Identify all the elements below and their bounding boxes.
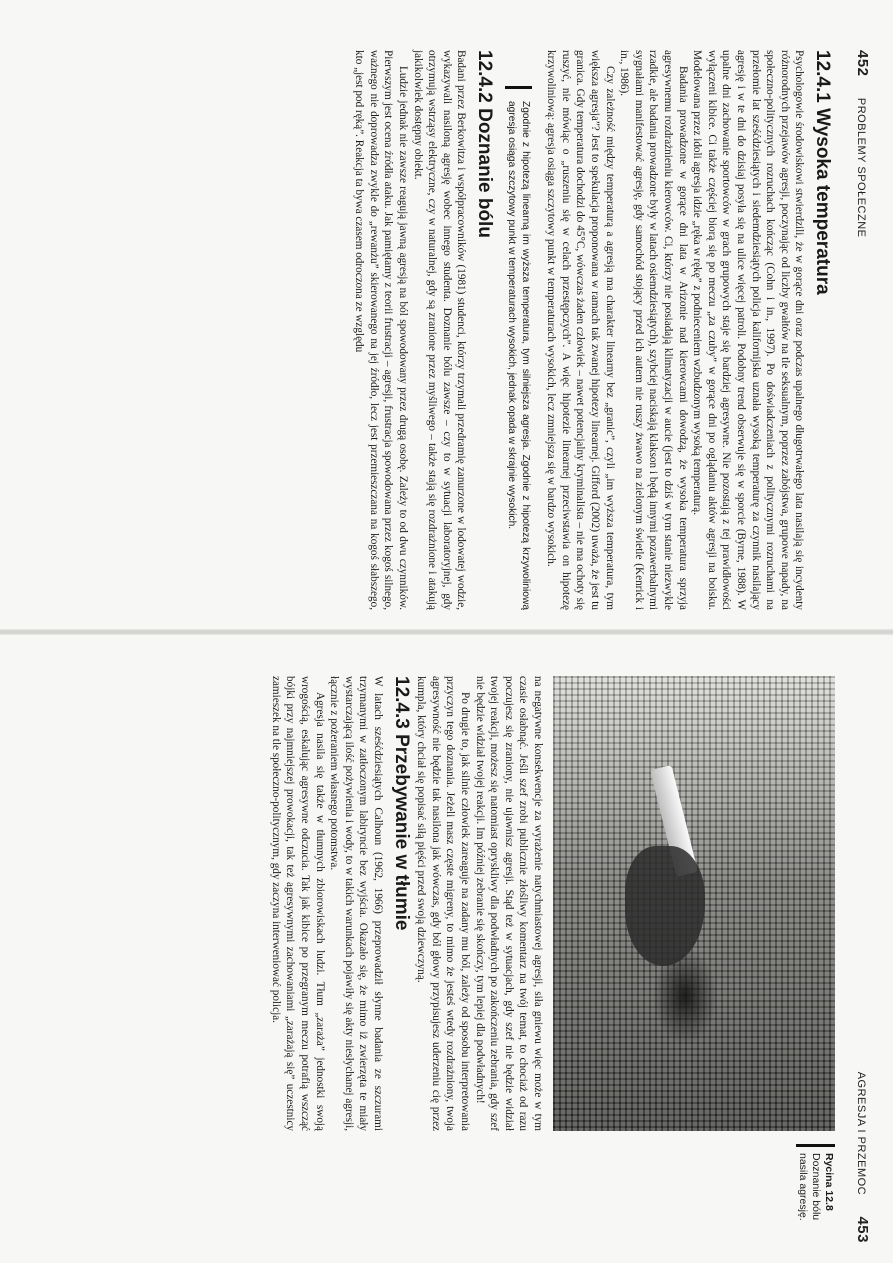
- right-running-head: [854, 1072, 871, 1243]
- paragraph: Psychologowie środowiskowi stwierdzili, że w gorące dni oraz podczas upalnego długotrwałego lata nasilają się incydenty różnorodnych przejawów agresji, poczynając od liczby gwałtów na tle seksualnym, poprzez zabójstwa, grupowe napady, na społeczno-politycznych rozruchach kończąc (Cohn i in., 1997). Po doświadczeniach z politycznymi rozruchami na przełomie lat sześćdziesiątych i siedemdziesiątych policja kalifornijska uznała wysoką temperaturę za czynnik nasilający agresję i w te dni do dzisiaj posyła się na ulice więcej patroli. Podobny trend obserwuje się w sporcie (Byrne, 1988). W upalne dni zachowanie sportowców w grach grupowych staje się bardziej agresywne. Nie pozostają z tej prawidłowości wyłączeni kibice. Ci także częściej biorą się po meczu „za czuby” w gorące dni po oglądaniu aktów agresji na boisku. Modelowana przez idoli agresja idzie „ręka w rękę” z podnieceniem wzbudzonym wysoką temperaturą.: [691, 50, 806, 610]
- running-head-text: AGRESJA I PRZEMOC: [855, 1071, 867, 1196]
- running-head-text: PROBLEMY SPOŁECZNE: [855, 97, 867, 238]
- section-heading-1241: 12.4.1 Wysoka temperatura: [812, 50, 833, 295]
- section-heading-1243: 12.4.3 Przebywanie w tłumie: [390, 676, 412, 931]
- page-number-left: 452: [854, 50, 871, 77]
- paragraph: Badania prowadzone w gorące dni lata w Arizonie nad kierowcami dowodzą, że wysoka temperatura sprzyja agresywnemu rozdrażnieniu kierowców. Ci, którzy nie posiadają klimatyzacji w aucie (jest to dziś w tym stanie niezwykle rzadkie, ale badania prowadzone były w latach osiemdziesiątych), szybciej naciskają klakson i będą innymi pozawerbalnymi sygnałami manifestować agresję, gdy samochód stojący przed ich autem nie ruszy żwawo na zielonym świetle (Kenrick i in., 1986).: [618, 50, 689, 610]
- book-gutter: [0, 629, 893, 635]
- left-page: [0, 0, 893, 628]
- paragraph: Po drugie to, jak silnie człowiek zareaguje na zadany mu ból, zależy od sposobu interpretowania przyczyn tego doznania. Jeżeli masz częste migreny, to mimo że jesteś wtedy rozdrażniony, twoja agresywność nie będzie tak nasilona jak wówczas, gdy ból głowy przypisujesz uderzeniu cię przez kumpla, który chciał się popisać siłą pięści przed swoją dziewczyną.: [415, 676, 472, 1131]
- hand-shape: [625, 846, 705, 966]
- paragraph: W latach sześćdziesiątych Calhoun (1962, 1966) przeprowadził słynne badania ze szczurami trzymanymi w zatłoczonym labiryncie bez wyjścia. Okazało się, że mimo iż zwierzęta te miały wystarczającą ilość pożywienia i wody, to w takich warunkach pojawiły się akty niesłychanej agresji, łącznie z pożeraniem własnego potomstwa.: [328, 676, 385, 1131]
- figure-caption-label: Rycina 12.8: [823, 1153, 835, 1211]
- left-text-column: [352, 50, 835, 610]
- paragraph: Badani przez Berkowitza i współpracowników (1981) studenci, którzy trzymali przedramię zanurzone w lodowatej wodzie, wykazywali nasiloną agresję wobec innego studenta. Doznanie bólu zawsze – czy to w sytuacji laboratoryjnej, gdy otrzymują wstrząsy elektryczne, czy w naturalnej, gdy są zranione przez myśliwego – także stają się rozdrażnione i atakują jakikolwiek dostępny obiekt.: [411, 50, 468, 610]
- right-text-column: [268, 676, 835, 1131]
- page-number-right: 453: [854, 1216, 871, 1243]
- right-page: [0, 640, 893, 1263]
- figure-caption: [796, 1144, 835, 1223]
- section-heading-1242: 12.4.2 Doznanie bólu: [473, 50, 495, 238]
- callout-text: Zgodnie z hipotezą linearną im wyższa temperatura, tym silniejsza agresja. Zgodnie z hipotezą krzywoliniową agresja osiąga szczytowy punkt w temperaturach wysokich, jednak opada w skrajnie wysokich.: [506, 101, 531, 610]
- paragraph: Ludzie jednak nie zawsze reagują jawną agresją na ból spowodowany przez drugą osobę. Zależy to od dwu czynników. Pierwszym jest ocena źródła ataku. Jak pamiętamy z teorii frustracji – agresji, frustracja spowodowana przez kogoś silnego, ważnego nie doprowadza zwykle do „rewanżu” skierowanego na jej źródło, lecz jest przemieszczana na kogoś słabszego, kto „jest pod ręką”. Reakcja ta bywa czasem odroczona ze względu: [353, 50, 409, 610]
- figure-caption-text: Doznanie bólu nasila agresję.: [797, 1153, 822, 1221]
- key-point-callout: [505, 86, 532, 610]
- left-running-head: [854, 50, 871, 238]
- paragraph: Czy zależność między temperaturą a agresją ma charakter linearny bez „granic”, czyli „im wyższa temperatura, tym większa agresja”? Jest to spekulacja proponowana w ramach tak zwanej hipotezy linearnej. Gifford (2002) uważa, że jest tu granica. Gdy temperatura dochodzi do 45°C, wówczas żaden człowiek – nawet potencjalny kryminalista – nie ma ochoty się ruszyć, nie mówiąc o „ruszeniu się w celach przestępczych”. A więc hipotezie linearnej przeciwstawia on hipotezę krzywoliniową: agresja osiąga szczytowy punkt w temperaturach wysokich, lecz zmniejsza się w bardzo wysokich.: [545, 50, 616, 610]
- paragraph: Agresja nasila się także w tłumnych zbiorowiskach ludzi. Tłum „zaraża” jednostki swoją wrogością, eskalując agresywne odczucia. Tak jak kibice po przegranym meczu potrafią wszcząć bójki przy najmniejszej prowokacji, tak też agresywnymi zachowaniami „zarażają się” uczestnicy zamieszek na tle społeczno-politycznym, gdy zaczyna interweniować policja.: [269, 676, 326, 1131]
- paragraph: na negatywne konsekwencje za wyrażenie natychmiastowej agresji, siła gniewu więc może w tym czasie osłabnąć. Jeśli szef zrobi publicznie złośliwy komentarz na twój temat, to chociaż od razu poczujesz się zraniony, nie ujawnisz agresji. Stąd też w sytuacjach, gdy szef nie będzie widział twojej reakcji, możesz się natomiast opryskliwy dla podwładnych po zakończeniu zebrania, gdy szef nie będzie widział twojej reakcji. Im później zebranie się skończy, tym lepiej dla podwładnych!: [473, 676, 544, 1131]
- figure-photo: [553, 676, 835, 1131]
